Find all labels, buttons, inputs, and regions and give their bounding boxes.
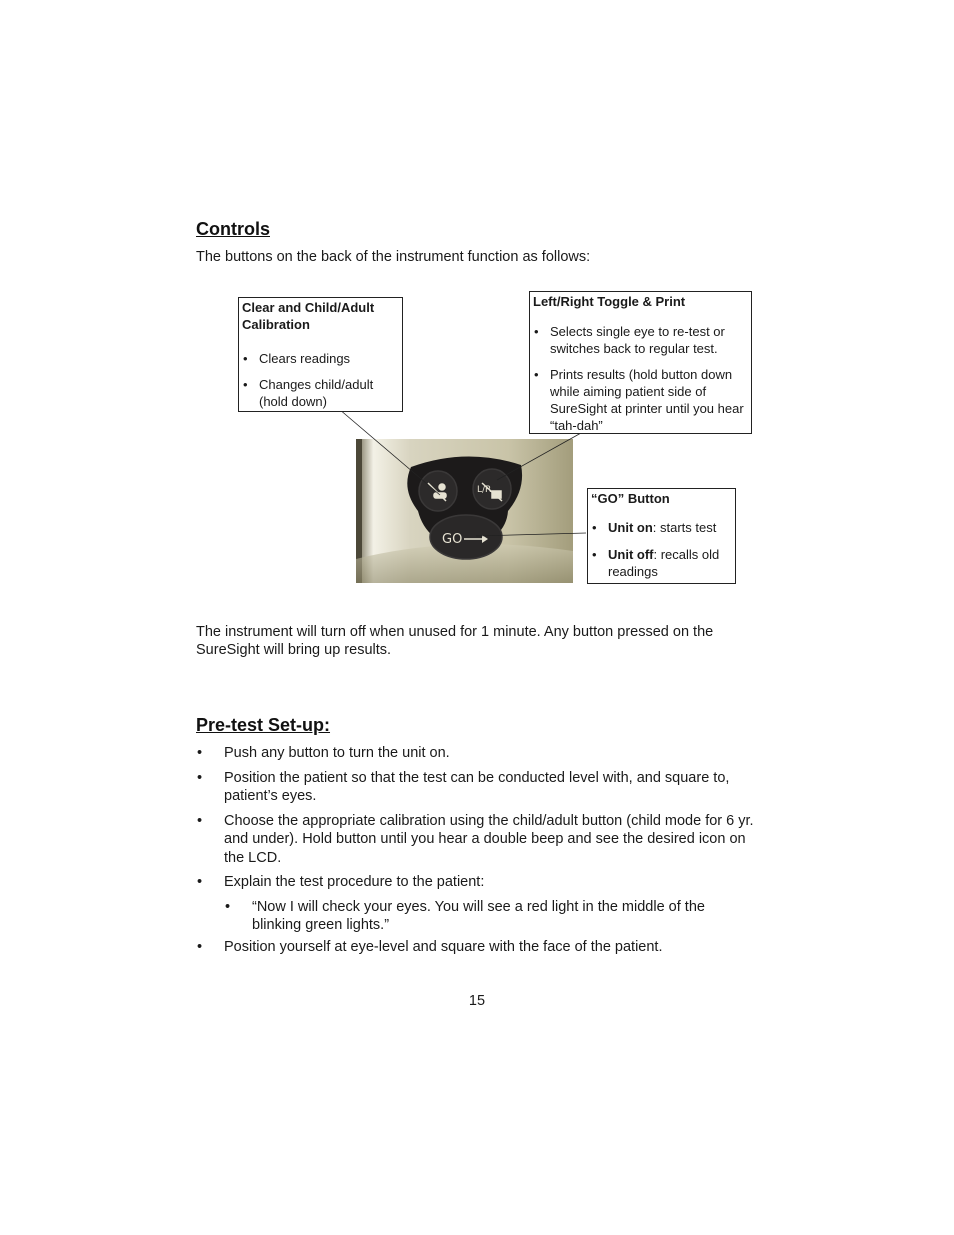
lr-label: L/R [477, 485, 492, 495]
callout-clear-item: • Clears readings [242, 350, 399, 367]
callout-toggle-item: • Prints results (hold button down while aiming patient side of SureSight at printer until you hear “tah-dah” [533, 366, 748, 434]
pretest-list [196, 744, 758, 956]
callout-go-button [587, 488, 736, 584]
callout-go-title: “GO” Button [591, 491, 670, 506]
pretest-subitem: • “Now I will check your eyes. You will see a red light in the middle of the blinking green lights.” [196, 898, 758, 935]
pretest-item: • Push any button to turn the unit on. [196, 744, 758, 763]
controls-intro: The buttons on the back of the instrument function as follows: [196, 249, 591, 265]
callout-go-item-text: : recalls old readings [608, 547, 720, 579]
controls-heading: Controls [196, 219, 270, 239]
callout-go-item [591, 519, 732, 536]
callout-clear-item: • Changes child/adult (hold down) [242, 376, 399, 410]
shutoff-paragraph: The instrument will turn off when unused for 1 minute. Any button pressed on the SureSight will bring up results. [196, 624, 714, 658]
pretest-item: • Position yourself at eye-level and square with the face of the patient. [196, 938, 758, 957]
callout-toggle-item: • Selects single eye to re-test or switches back to regular test. [533, 323, 748, 357]
callout-clear-title: Clear and Child/Adult Calibration [242, 300, 375, 332]
callout-clear-calibration [238, 297, 403, 412]
callout-go-item-bold: Unit on [608, 520, 653, 535]
pretest-item: • Choose the appropriate calibration using the child/adult button (child mode for 6 yr. and under). Hold button until you hear a double beep and see the desired icon on the LCD. [196, 812, 758, 868]
page-number: 15 [468, 993, 486, 1009]
callout-toggle-print [529, 291, 752, 434]
callout-go-item-bold: Unit off [608, 547, 654, 562]
go-label: GO [442, 532, 463, 547]
callout-go-item-text: : starts test [652, 520, 717, 535]
pretest-heading: Pre-test Set-up: [196, 715, 331, 735]
callout-go-item [591, 546, 732, 580]
pretest-item: • Position the patient so that the test can be conducted level with, and square to, patient’s eyes. [196, 769, 758, 806]
pretest-item: • Explain the test procedure to the patient: [196, 873, 758, 892]
callout-toggle-title: Left/Right Toggle & Print [533, 294, 686, 309]
